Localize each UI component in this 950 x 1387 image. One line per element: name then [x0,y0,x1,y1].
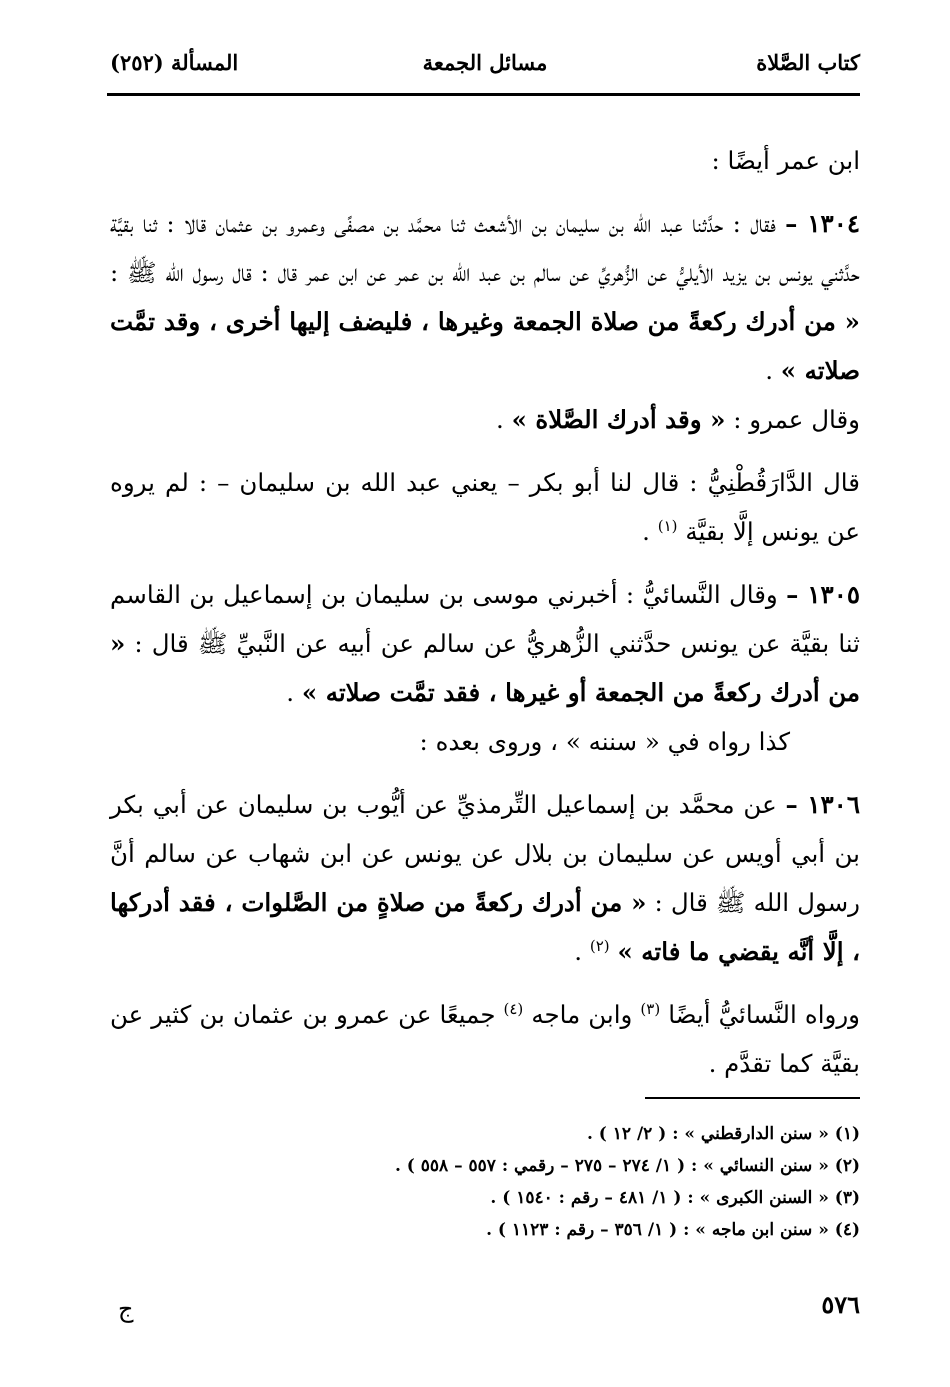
narration-text-c: جميعًا عن عمرو بن عثمان بن كثير عن بقيَّة كما تقدَّم . [110,1000,860,1078]
hadith-1304-quote: « من أدرك ركعةً من صلاة الجمعة وغيرها ، فليضف إليها أخرى ، وقد تمَّت صلاته » [110,307,860,385]
daraqutni-comment [110,458,860,556]
volume-mark: ج [118,1295,134,1323]
punctuation: . [574,937,590,966]
footnote-ref-1: (١) [657,516,678,535]
header-divider [107,93,860,96]
page-number: ٥٧٦ [821,1290,860,1319]
other-narrations [110,990,860,1088]
footnote-ref-3: (٣) [640,999,661,1018]
running-header [110,46,860,86]
header-chapter-title: مسائل الجمعة [422,50,548,75]
footnote-ref-4: (٤) [503,999,524,1018]
footnote-4: (٤) « سنن ابن ماجه » : ( ١/ ٣٥٦ – رقم : ١١٢٣ ) . [486,1220,860,1240]
hadith-1305-quote: « من أدرك ركعةً من الجمعة أو غيرها ، فقد تمَّت صلاته » [110,629,860,707]
footnote-3: (٣) « السنن الكبرى » : ( ١/ ٤٨١ – رقم : ١٥٤٠ ) . [490,1188,860,1208]
daraqutni-text: قال الدَّارَقُطْنِيُّ : قال لنا أبو بكر – يعني عبد الله بن سليمان – : لم يروه عن يونس إلَّا بقيَّة [110,468,860,546]
hadith-1305-chain: وقال النَّسائيُّ : أخبرني موسى بن سليمان بن إسماعيل بن القاسم ثنا بقيَّة عن يونس حدَّثني الزُّهريُّ عن سالم عن أبيه عن النَّبيِّ ﷺ قال : [110,580,860,658]
footnote-1: (١) « سنن الدارقطني » : ( ٢/ ١٢ ) . [586,1124,860,1144]
hadith-1306 [110,780,860,976]
header-issue-number: المسألة (٢٥٢) [110,50,239,75]
main-text [110,136,860,1102]
footnote-divider [645,1097,860,1099]
punctuation: . [286,678,302,707]
hadith-number-1304: ١٣٠٤ – [785,209,861,238]
hadith-1304-addendum [110,395,860,444]
nasai-note-text: كذا رواه في « سننه » ، وروى بعده : [419,727,790,756]
footnote-2: (٢) « سنن النسائي » : ( ١/ ٢٧٤ – ٢٧٥ – رقمي : ٥٥٧ – ٥٥٨ ) . [394,1156,860,1176]
footnotes [110,1118,860,1246]
narration-text-a: ورواه النَّسائيُّ أيضًا [668,1000,860,1029]
punctuation: . [495,405,512,434]
hadith-1306-quote: « من أدرك ركعةً من صلاةٍ من الصَّلوات ، فقد أدركها ، إلَّا أنَّه يقضي ما فاته » [110,888,860,966]
addendum-text: وقال عمرو : [725,405,860,434]
hadith-number-1306: ١٣٠٦ – [785,790,860,819]
footnote-ref-2: (٢) [589,936,610,955]
hadith-1306-chain: عن محمَّد بن إسماعيل التِّرمذيِّ عن أيُّوب بن سليمان عن أبي بكر بن أبي أويس عن سليمان بن بلال عن يونس عن ابن شهاب عن سالم أنَّ رسول الله ﷺ قال : [110,790,860,917]
intro-text: ابن عمر أيضًا : [711,146,860,175]
punctuation: . [642,517,658,546]
punctuation: . [765,356,781,385]
header-book-title: كتاب الصَّلاة [756,50,860,75]
nasai-note [110,717,860,766]
hadith-number-1305: ١٣٠٥ – [786,580,861,609]
hadith-1304 [110,199,860,395]
addendum-quote: « وقد أدرك الصَّلاة » [511,405,726,434]
hadith-1304-chain: فقال : حدَّثنا عبد الله بن سليمان بن الأشعث ثنا محمَّد بن مصفًى وعمرو بن عثمان قالا : ثنا بقيَّة حدَّثني يونس بن يزيد الأيليُّ عن الزُّهريِّ عن سالم بن عبد الله بن عمر عن ابن عمر قال : قال رسول الله ﷺ : [110,209,860,287]
narration-text-b: وابن ماجه [531,1000,641,1029]
hadith-1305 [110,570,860,717]
paragraph-intro [110,136,860,185]
